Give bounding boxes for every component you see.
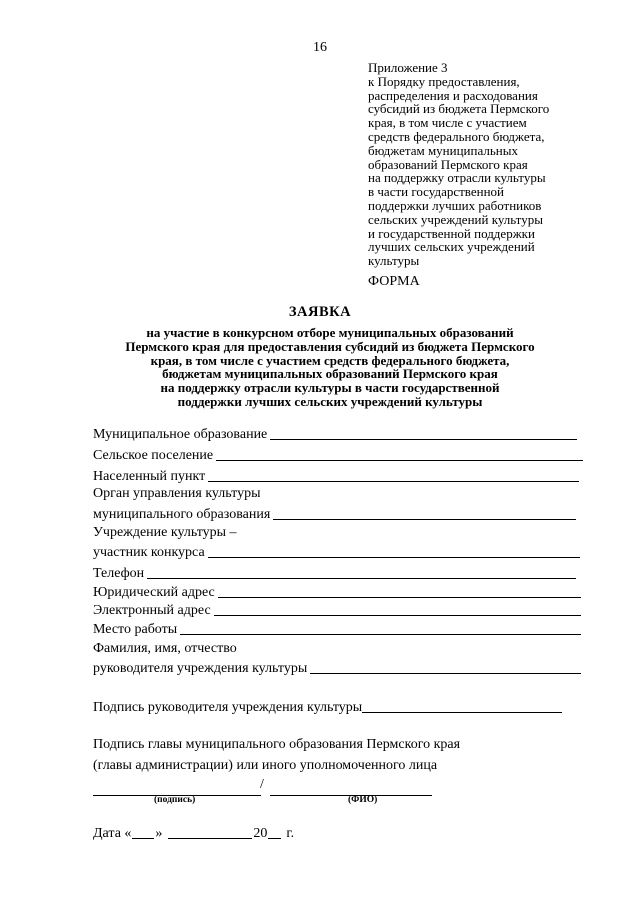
- year-line[interactable]: [268, 838, 281, 839]
- appendix-header: [368, 61, 549, 268]
- subtitle-line: бюджетам муниципальных образований Пермского края: [162, 366, 498, 382]
- fill-line[interactable]: [214, 615, 581, 616]
- appendix-line: образований Пермского края: [368, 156, 528, 172]
- year-suffix: г.: [286, 826, 295, 841]
- field-label: Место работы: [93, 622, 178, 637]
- fill-line[interactable]: [180, 634, 581, 635]
- page-number: 16: [313, 40, 327, 55]
- appendix-line: в части государственной: [368, 184, 505, 200]
- field-label: Телефон: [93, 566, 145, 581]
- email-field[interactable]: [93, 601, 581, 619]
- subtitle-line: поддержки лучших сельских учреждений культуры: [177, 393, 483, 409]
- appendix-line: средств федерального бюджета,: [368, 128, 545, 144]
- appendix-line: края, в том числе с участием: [368, 115, 527, 131]
- signature-caption: (подпись): [154, 795, 196, 805]
- subtitle-line: края, в том числе с участием средств федерального бюджета,: [150, 352, 510, 368]
- document-subtitle: [80, 326, 580, 409]
- workplace-field[interactable]: [93, 620, 581, 638]
- head-name-label: Фамилия, имя, отчество: [93, 641, 237, 656]
- fill-line[interactable]: [310, 673, 581, 674]
- appendix-line: поддержки лучших работников: [368, 197, 542, 213]
- appendix-line: распределения и расходования: [368, 87, 538, 103]
- year-prefix: 20: [253, 826, 268, 841]
- appendix-line: Приложение 3: [368, 60, 448, 75]
- culture-authority-field[interactable]: [93, 505, 576, 523]
- field-label: муниципального образования: [93, 507, 271, 522]
- appendix-line: к Порядку предоставления,: [368, 73, 520, 89]
- legal-address-field[interactable]: [93, 583, 581, 601]
- fill-line[interactable]: [218, 597, 581, 598]
- field-label: Юридический адрес: [93, 585, 215, 600]
- head-name-field[interactable]: [93, 659, 581, 677]
- fill-line[interactable]: [147, 578, 576, 579]
- appendix-line: субсидий из бюджета Пермского: [368, 101, 550, 117]
- field-label: руководителя учреждения культуры: [93, 661, 308, 676]
- field-label: участник конкурса: [93, 545, 205, 560]
- locality-field[interactable]: [93, 467, 579, 485]
- institution-field[interactable]: [93, 543, 580, 561]
- field-label: Муниципальное образование: [93, 427, 268, 442]
- fill-line[interactable]: [273, 519, 576, 520]
- appendix-line: и государственной поддержки: [368, 225, 535, 241]
- day-line[interactable]: [132, 838, 154, 839]
- rural-settlement-field[interactable]: [93, 446, 583, 464]
- appendix-line: на поддержку отрасли культуры: [368, 170, 546, 186]
- form-label: ФОРМА: [368, 274, 420, 289]
- date-field[interactable]: [93, 826, 294, 842]
- field-label: Подпись руководителя учреждения культуры: [93, 700, 363, 715]
- subtitle-line: Пермского края для предоставления субсидий из бюджета Пермского: [125, 338, 535, 354]
- subtitle-line: на участие в конкурсном отборе муниципальных образований: [146, 325, 514, 340]
- subtitle-line: на поддержку отрасли культуры в части государственной: [160, 380, 500, 396]
- glava-signature-label-2: (главы администрации) или иного уполномоченного лица: [93, 758, 438, 773]
- field-label: Сельское поселение: [93, 448, 214, 463]
- municipality-field[interactable]: [93, 425, 577, 443]
- appendix-line: бюджетам муниципальных: [368, 142, 518, 158]
- signature-line[interactable]: [362, 712, 562, 713]
- field-label: Электронный адрес: [93, 603, 211, 618]
- appendix-line: лучших сельских учреждений: [368, 239, 535, 255]
- head-signature-field[interactable]: [93, 698, 562, 716]
- document-title: ЗАЯВКА: [288, 304, 352, 320]
- institution-label: Учреждение культуры –: [93, 525, 237, 540]
- fio-caption: (ФИО): [348, 795, 378, 805]
- fill-line[interactable]: [270, 439, 577, 440]
- month-line[interactable]: [168, 838, 252, 839]
- appendix-line: сельских учреждений культуры: [368, 211, 543, 227]
- date-label: Дата «: [93, 826, 132, 841]
- field-label: Населенный пункт: [93, 469, 206, 484]
- culture-authority-label: Орган управления культуры: [93, 486, 261, 501]
- fill-line[interactable]: [216, 460, 583, 461]
- appendix-line: культуры: [368, 253, 420, 269]
- date-close-quote: »: [155, 826, 163, 841]
- phone-field[interactable]: [93, 564, 576, 582]
- fill-line[interactable]: [208, 557, 580, 558]
- signature-separator: /: [260, 777, 264, 792]
- fill-line[interactable]: [208, 481, 579, 482]
- glava-signature-label: Подпись главы муниципального образования Пермского края: [93, 737, 461, 752]
